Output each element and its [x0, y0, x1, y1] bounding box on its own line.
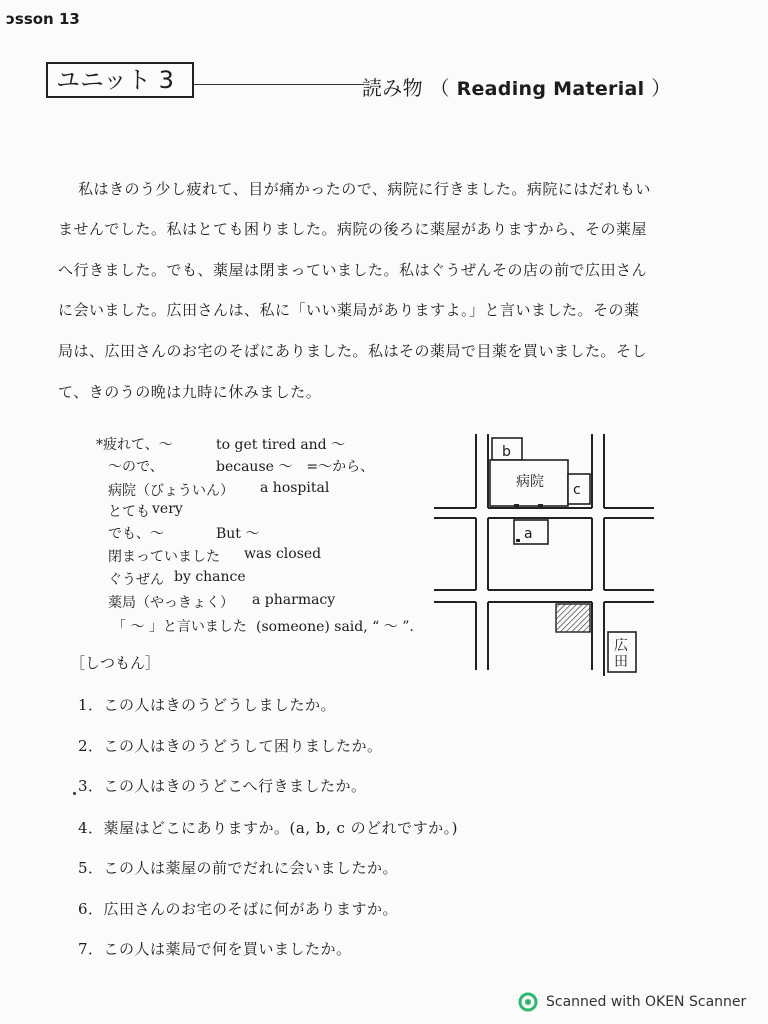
passage-line: へ行きました。でも、薬屋は閉まっていました。私はぐうぜんその店の前で広田さん [58, 261, 648, 279]
questions-heading: ［しつもん］ [70, 654, 161, 672]
map-label-hospital: 病院 [516, 474, 544, 490]
reading-title-paren-open: （ [429, 76, 450, 100]
vocab-jp: とても [108, 504, 150, 520]
question-item: 1．この人はきのうどうしましたか。 [78, 696, 337, 714]
map-label-a: a [524, 526, 533, 542]
map-label-c: c [573, 482, 581, 498]
reading-title-jp: 読み物 [362, 76, 423, 100]
stray-dot [73, 792, 76, 795]
reading-title-en: Reading Material [456, 78, 645, 100]
vocab-en: But ～ [216, 526, 260, 542]
vocab-en: because ～ =～から、 [216, 459, 375, 475]
scanner-logo-icon [518, 992, 538, 1012]
question-item: 6．広田さんのお宅のそばに何がありますか。 [78, 900, 399, 918]
reading-title-paren-close: ） [651, 76, 672, 100]
vocab-jp: ～ので、 [108, 459, 164, 475]
question-item: 7．この人は薬局で何を買いましたか。 [78, 940, 352, 958]
unit-label-box: ユニット 3 [46, 62, 194, 98]
vocab-en: to get tired and ～ [216, 437, 346, 453]
vocab-jp: *疲れて、～ [96, 437, 173, 453]
map-buildings [490, 438, 636, 672]
vocab-en: a hospital [260, 480, 330, 496]
vocab-en: a pharmacy [252, 592, 336, 608]
door-mark [516, 539, 520, 542]
map-label-hirota-1: 広 [614, 638, 628, 654]
question-item: 5．この人は薬屋の前でだれに会いましたか。 [78, 859, 399, 877]
vocab-en: by chance [174, 569, 246, 585]
door-mark [514, 504, 519, 508]
vocab-jp: 薬局（やっきょく） [108, 595, 234, 611]
passage-line: に会いました。広田さんは、私に「いい薬局がありますよ。」と言いました。その薬 [58, 301, 640, 319]
vocab-jp: でも、～ [108, 526, 164, 542]
vocab-item [108, 592, 408, 612]
scanner-watermark [518, 992, 746, 1012]
passage-line: 局は、広田さんのお宅のそばにありました。私はその薬局で目薬を買いました。そし [58, 342, 648, 360]
passage-line: て、きのうの晩は九時に休みました。 [58, 383, 322, 401]
lesson-header: ɔsson 13 [6, 10, 80, 28]
vocab-item [108, 480, 408, 500]
vocab-item [108, 501, 408, 521]
neighborhood-map [428, 430, 658, 680]
question-item: 4．薬屋はどこにありますか。(a, b, c のどれですか。) [78, 819, 459, 837]
reading-title [362, 72, 671, 101]
passage-line: ませんでした。私はとても困りました。病院の後ろに薬屋がありますから、その薬屋 [58, 220, 648, 238]
vocab-en: (someone) said, “ ～ ”. [256, 619, 414, 635]
vocab-jp: 「 ～ 」と言いました [112, 619, 247, 635]
vocab-item [112, 616, 432, 636]
pharmacy-hatched-block [556, 604, 590, 632]
scanner-text: Scanned with OKEN Scanner [546, 994, 747, 1010]
question-item: 3．この人はきのうどこへ行きましたか。 [78, 777, 367, 795]
passage-line: 私はきのう少し疲れて、目が痛かったので、病院に行きました。病院にはだれもい [78, 180, 651, 198]
vocab-jp: 病院（びょういん） [108, 483, 234, 499]
vocab-item [96, 434, 396, 454]
vocab-item [108, 456, 408, 476]
map-label-hirota-2: 田 [614, 654, 628, 670]
map-label-b: b [502, 444, 511, 460]
vocab-jp: ぐうぜん [108, 572, 164, 588]
vocab-item [108, 569, 408, 589]
vocab-item [108, 546, 408, 566]
unit-connector-line [194, 84, 364, 85]
vocab-jp: 閉まっていました [108, 549, 220, 565]
door-mark [538, 504, 543, 508]
vocab-en: was closed [244, 546, 322, 562]
vocab-item [108, 523, 408, 543]
question-item: 2．この人はきのうどうして困りましたか。 [78, 737, 383, 755]
vocab-en: very [152, 501, 183, 517]
